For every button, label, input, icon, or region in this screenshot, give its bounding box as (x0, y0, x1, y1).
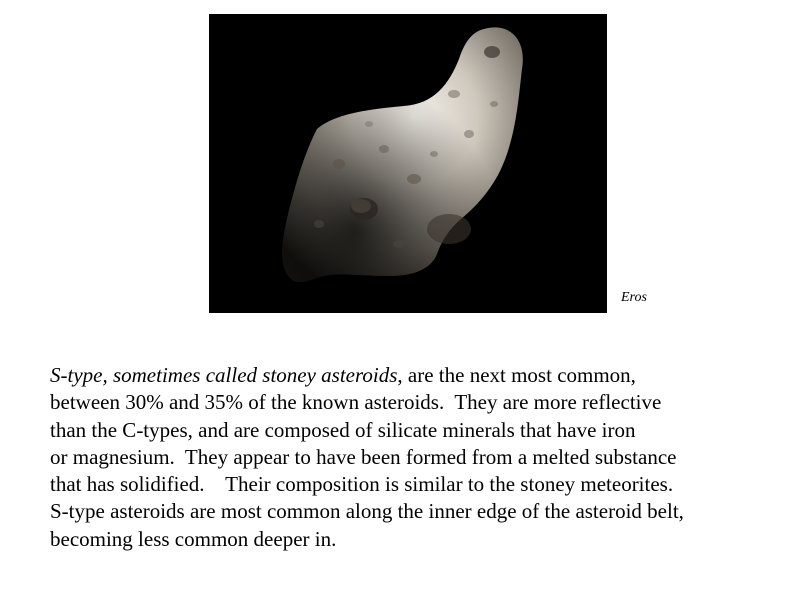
paragraph-line: or magnesium. They appear to have been formed from a melted substance (50, 444, 677, 469)
paragraph-line: that has solidified. Their composition is similar to the stoney meteorites. (50, 472, 674, 497)
paragraph-line: becoming less common deeper in. (50, 526, 337, 551)
paragraph-line (50, 362, 795, 389)
paragraph-line: S-type asteroids are most common along the inner edge of the asteroid belt, (50, 499, 684, 524)
eros-asteroid-image (209, 14, 607, 313)
figure-caption: Eros (621, 290, 647, 305)
paragraph-intro-italic: S-type, sometimes called stoney asteroids (50, 363, 398, 387)
paragraph-line-text: , are the next most common, (397, 363, 636, 387)
paragraph (50, 362, 795, 553)
paragraph-line: between 30% and 35% of the known asteroids. They are more reflective (50, 390, 662, 415)
asteroid-photo (209, 14, 607, 313)
paragraph-line: than the C-types, and are composed of silicate minerals that have iron (50, 417, 636, 442)
